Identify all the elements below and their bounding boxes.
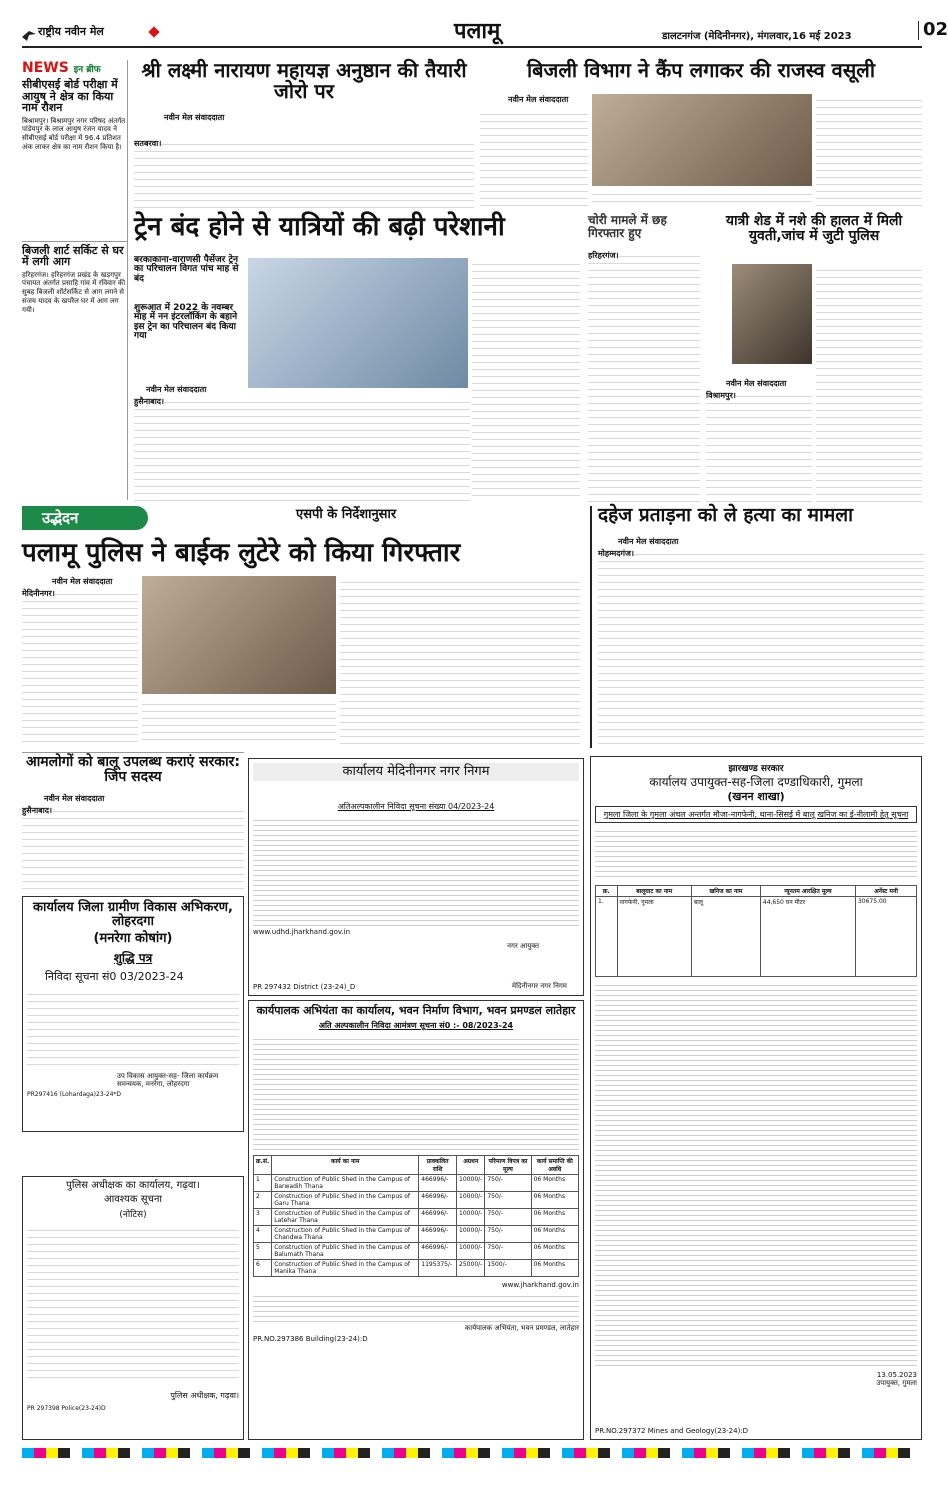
yatri-body-text <box>706 390 812 502</box>
table-cell: Construction of Public Shed in the Campus of Chandwa Thana <box>272 1225 419 1242</box>
news-brief-column <box>22 60 128 500</box>
brief-label: इन ब्रीफ <box>73 65 101 75</box>
nagar-nigam-signature: नगर आयुक्त <box>507 941 539 950</box>
balu-body-text <box>22 805 244 891</box>
yagya-body-text <box>134 138 474 208</box>
table-cell: 466996/- <box>419 1225 457 1242</box>
yagya-headline: श्री लक्ष्मी नारायण महायज्ञ अनुष्ठान की तैयारी जोरो पर <box>141 58 467 103</box>
table-cell: 750/- <box>485 1191 531 1208</box>
udbhedan-headline: पलामू पुलिस ने बाईक लुटेरे को किया गिरफ्तार <box>22 538 461 568</box>
udbhedan-kicker: एसपी के निर्देशानुसार <box>296 507 397 522</box>
mines-table <box>595 885 917 977</box>
story-dahej <box>590 506 922 748</box>
table-cell: 750/- <box>485 1174 531 1191</box>
section-title: पलामू <box>454 19 501 44</box>
column-header: परिमाण विपत्र का मूल्य <box>485 1155 531 1174</box>
story-train <box>134 214 580 504</box>
column-header: कार्य समाप्ति की अवधि <box>531 1155 578 1174</box>
mines-subtitle: (खनन शाखा) <box>727 789 785 803</box>
table-cell: 2 <box>254 1191 272 1208</box>
train-body-text-2 <box>472 258 580 502</box>
train-subhead-2: शुरूआत में 2022 के नवम्बर माह में नन इंटरलॉकिंग के बहाने इस ट्रेन का परिचालन बंद किया गया <box>134 303 238 342</box>
nagar-nigam-title: कार्यालय मेदिनीनगर नगर निगम <box>253 763 579 781</box>
mines-govt: झारखण्ड सरकार <box>728 764 784 774</box>
yatri-byline: नवीन मेल संवाददाता <box>726 379 787 388</box>
table-cell: 1195375/- <box>419 1259 457 1276</box>
udbhedan-dateline: मेदिनीनगर। <box>22 589 55 598</box>
table-row <box>254 1208 579 1225</box>
table-row <box>254 1225 579 1242</box>
column-header: कार्य का नाम <box>272 1155 419 1174</box>
bijli-byline: नवीन मेल संवाददाता <box>508 95 569 104</box>
table-header-row <box>596 886 917 897</box>
story-balu <box>22 752 244 892</box>
table-cell: 10000/- <box>457 1191 485 1208</box>
table-cell: Construction of Public Shed in the Campus of Latehar Thana <box>272 1208 419 1225</box>
column-header: अर्नेस्ट मनी <box>855 886 916 897</box>
udbhedan-photo <box>142 576 336 694</box>
table-cell: 30675.00 <box>855 897 916 977</box>
table-cell: 06 Months <box>531 1242 578 1259</box>
train-dateline: हुसैनाबाद। <box>134 397 165 406</box>
table-cell: 1. <box>596 897 618 977</box>
udbhedan-byline: नवीन मेल संवाददाता <box>52 577 113 586</box>
nagar-nigam-pr-no: PR 297432 District (23-24)_D <box>253 983 356 991</box>
paper-name: राष्ट्रीय नवीन मेल <box>38 25 104 38</box>
balu-byline: नवीन मेल संवाददाता <box>44 794 105 803</box>
table-cell: 25000/- <box>457 1259 485 1276</box>
table-cell: 06 Months <box>531 1191 578 1208</box>
table-cell: 1500/- <box>485 1259 531 1276</box>
masthead <box>22 18 948 48</box>
table-cell: 06 Months <box>531 1225 578 1242</box>
bijli-headline: बिजली विभाग ने कैंप लगाकर की राजस्व वसूली <box>526 58 876 82</box>
mines-title: कार्यालय उपायुक्त-सह-जिला दण्डाधिकारी, गुमला <box>649 775 863 789</box>
table-cell: 06 Months <box>531 1174 578 1191</box>
table-cell: 750/- <box>485 1208 531 1225</box>
udbhedan-body-text <box>22 588 138 746</box>
train-byline: नवीन मेल संवाददाता <box>146 385 207 394</box>
dahej-headline: दहेज प्रताड़ना को ले हत्या का मामला <box>598 504 854 526</box>
story-yatri <box>706 214 922 504</box>
table-cell: 466996/- <box>419 1191 457 1208</box>
table-cell: 10000/- <box>457 1225 485 1242</box>
train-subhead-1: बरकाकाना-वाराणसी पैसेंजर ट्रेन का परिचालन विगत पांच माह से बंद <box>134 255 239 284</box>
tender-nagar-nigam-ad <box>248 758 584 996</box>
bhawan-pr-no: PR.NO.297386 Building(23-24):D <box>253 1334 368 1343</box>
table-cell: 1 <box>254 1174 272 1191</box>
color-registration-strip <box>22 1448 922 1458</box>
gramin-title: कार्यालय जिला ग्रामीण विकास अभिकरण, लोहरदगा <box>33 900 233 929</box>
story-bijli <box>480 60 922 210</box>
table-cell: 44,650 घन मीटर <box>760 897 855 977</box>
masthead-mark-icon <box>148 26 159 37</box>
yagya-byline: नवीन मेल संवाददाता <box>164 113 225 122</box>
police-pr-no: PR 297398 Police(23-24)D <box>27 1405 106 1412</box>
brief-body-2: हरिहरगंज। हरिहरगंज प्रखंड के खड़गपुर पंचायत अंतर्गत प्रसाहि गांव में रविवार की सुबह बिजली शॉर्टसर्किट से आग लगने से संजय यादव के खपरैल घर में आग लग गयी। <box>22 270 126 314</box>
story-yagya <box>134 60 474 210</box>
yatri-dateline: विश्रामपुर। <box>706 391 736 400</box>
yatri-headline: यात्री शेड में नशे की हालत में मिली युवती,जांच में जुटी पुलिस <box>725 213 903 244</box>
table-cell: Construction of Public Shed in the Campus of Balumath Thana <box>272 1242 419 1259</box>
mines-pr-no: PR.NO.297372 Mines and Geology(23-24):D <box>595 1427 749 1435</box>
column-header: क्र. <box>596 886 618 897</box>
yagya-dateline: सतबरवा। <box>134 139 162 148</box>
nagar-nigam-signature-2: मेदिनीनगर नगर निगम <box>511 982 567 990</box>
gramin-subtitle: (मनरेगा कोषांग) <box>93 931 173 947</box>
nagar-nigam-body-text <box>253 816 579 926</box>
dahej-byline: नवीन मेल संवाददाता <box>618 537 679 546</box>
tender-police-ad <box>22 1176 244 1440</box>
table-cell: Construction of Public Shed in the Campus of Garu Thana <box>272 1191 419 1208</box>
news-brief-label <box>22 60 127 76</box>
chori-headline: चोरी मामले में छह गिरफ्तार हुए <box>588 213 667 240</box>
nagar-nigam-notice: अतिअल्पकालीन निविदा सूचना संख्या 04/2023-24 <box>337 801 495 811</box>
table-cell: 10000/- <box>457 1208 485 1225</box>
mines-body-text <box>595 827 917 881</box>
bhawan-footnote-text <box>253 1292 579 1322</box>
bhawan-notice: अति अल्पकालीन निविदा आमंत्रण सूचना सं0 :- 08/2023-24 <box>318 1020 514 1030</box>
table-cell: 4 <box>254 1225 272 1242</box>
police-notice-sub: (नोटिस) <box>119 1210 147 1220</box>
table-cell: 06 Months <box>531 1208 578 1225</box>
gramin-signature: उप विकास आयुक्त-सह- जिला कार्यक्रम समन्वयक, मनरेगा, लोहरदगा <box>117 1071 219 1089</box>
bijli-photo <box>592 94 812 186</box>
table-cell: 750/- <box>485 1242 531 1259</box>
dateline: डालटनगंज (मेदिनीनगर), मंगलवार,16 मई 2023 <box>662 31 852 42</box>
brief-body-1: बिश्रामपुर। बिश्रामपुर नगर परिषद अंतर्गत पांडेयपुर के लाल आयुष रंजन यादव ने सीबीएसई बोर्ड परीक्षा में 96.4 प्रतिशत अंक लाकर क्षेत्र का नाम रौशन किया है। <box>22 116 126 151</box>
table-row <box>596 897 917 977</box>
page-number: 02 <box>918 21 948 40</box>
bhawan-sign: कार्यपालक अभियंता, भवन प्रमण्डल, लातेहार <box>464 1323 579 1332</box>
bijli-body-text <box>480 108 588 208</box>
column-header: बालूघाट का नाम <box>617 886 691 897</box>
police-title: पुलिस अधीक्षक का कार्यालय, गढ़वा। <box>66 1180 200 1191</box>
train-body-text <box>134 396 470 502</box>
udbhedan-body-text-3 <box>340 576 580 746</box>
train-headline: ट्रेन बंद होने से यात्रियों की बढ़ी परेशानी <box>134 212 505 242</box>
column-header: प्राक्कलित राशि <box>419 1155 457 1174</box>
column-header: न्यूनतम आरक्षित मूल्य <box>760 886 855 897</box>
gramin-corrigendum: शुद्धि पत्र <box>113 950 153 965</box>
table-row <box>254 1242 579 1259</box>
police-notice: आवश्यक सूचना <box>104 1193 162 1205</box>
bhawan-table <box>253 1155 579 1277</box>
gramin-body-text <box>27 988 239 1070</box>
table-cell: 466996/- <box>419 1242 457 1259</box>
brief-headline-2: बिजली शार्ट सर्किट से घर में लगी आग <box>22 241 127 268</box>
bhawan-body-text <box>253 1035 579 1151</box>
table-cell: 466996/- <box>419 1208 457 1225</box>
table-row <box>254 1191 579 1208</box>
table-cell: 750/- <box>485 1225 531 1242</box>
table-cell: 10000/- <box>457 1174 485 1191</box>
gramin-pr-no: PR297416 (Lohardaga)23-24*D <box>27 1091 122 1099</box>
table-row <box>254 1259 579 1276</box>
train-photo <box>248 258 468 388</box>
balu-headline: आमलोगों को बालू उपलब्ध कराएं सरकार: जिप सदस्य <box>25 754 241 785</box>
tender-bhawan-ad <box>248 1000 584 1440</box>
table-cell: बालू <box>691 897 760 977</box>
table-cell: Construction of Public Shed in the Campus of Barwadih Thana <box>272 1174 419 1191</box>
table-cell: 466996/- <box>419 1174 457 1191</box>
table-cell: Construction of Public Shed in the Campus of Manika Thana <box>272 1259 419 1276</box>
police-body-text <box>27 1224 239 1384</box>
bhawan-website: www.jharkhand.gov.in <box>501 1280 579 1289</box>
column-header: अग्रधन <box>457 1155 485 1174</box>
udbhedan-label: उद्भेदन <box>22 506 148 530</box>
yatri-photo <box>732 264 812 364</box>
bhawan-title: कार्यपालक अभियंता का कार्यालय, भवन निर्माण विभाग, भवन प्रमण्डल लातेहार <box>256 1004 576 1017</box>
table-header-row <box>254 1155 579 1174</box>
mines-notice: गुमला जिला के गुमला अंचल अन्तर्गत मौजा-नागफेनी, थाना-सिसई में बालू खनिज का ई-नीलामी हेतु सूचना <box>595 806 917 823</box>
bijli-caption <box>592 188 812 208</box>
table-cell: 6 <box>254 1259 272 1276</box>
chori-body-text <box>588 250 700 502</box>
tender-gramin-ad <box>22 896 244 1132</box>
table-cell: 10000/- <box>457 1242 485 1259</box>
yatri-body-text-2 <box>816 264 922 502</box>
column-header: खनिज का नाम <box>691 886 760 897</box>
nagar-nigam-website: www.udhd.jharkhand.gov.in <box>253 927 351 936</box>
story-udbhedan <box>22 576 580 748</box>
mines-sign: उपायुक्त, गुमला <box>876 1379 917 1388</box>
table-cell: 5 <box>254 1242 272 1259</box>
police-sign: पुलिस अधीक्षक, गढ़वा। <box>170 1391 239 1400</box>
news-label: NEWS <box>22 60 69 76</box>
mines-terms-text <box>595 981 917 1369</box>
tender-mines-ad <box>590 756 922 1440</box>
story-chori <box>588 214 700 504</box>
chori-dateline: हरिहरगंज। <box>588 251 619 260</box>
brief-headline-1: सीबीएसई बोर्ड परीक्षा में आयुष ने क्षेत्र का किया नाम रौशन <box>22 78 118 115</box>
bijli-body-text-2 <box>816 94 922 208</box>
balu-dateline: हुसैनाबाद। <box>22 806 53 815</box>
udbhedan-body-text-2 <box>142 698 336 746</box>
dahej-dateline: मोहम्मदगंज। <box>598 549 634 558</box>
table-cell: नागफेनी, गुमला <box>617 897 691 977</box>
table-cell: 06 Months <box>531 1259 578 1276</box>
gramin-notice: निविदा सूचना सं0 03/2023-24 <box>45 969 184 983</box>
mines-date: 13.05.2023 <box>876 1371 917 1380</box>
column-header: क्र.सं. <box>254 1155 272 1174</box>
bird-logo-icon <box>22 26 36 36</box>
table-cell: 3 <box>254 1208 272 1225</box>
table-row <box>254 1174 579 1191</box>
dahej-body-text <box>598 548 924 746</box>
